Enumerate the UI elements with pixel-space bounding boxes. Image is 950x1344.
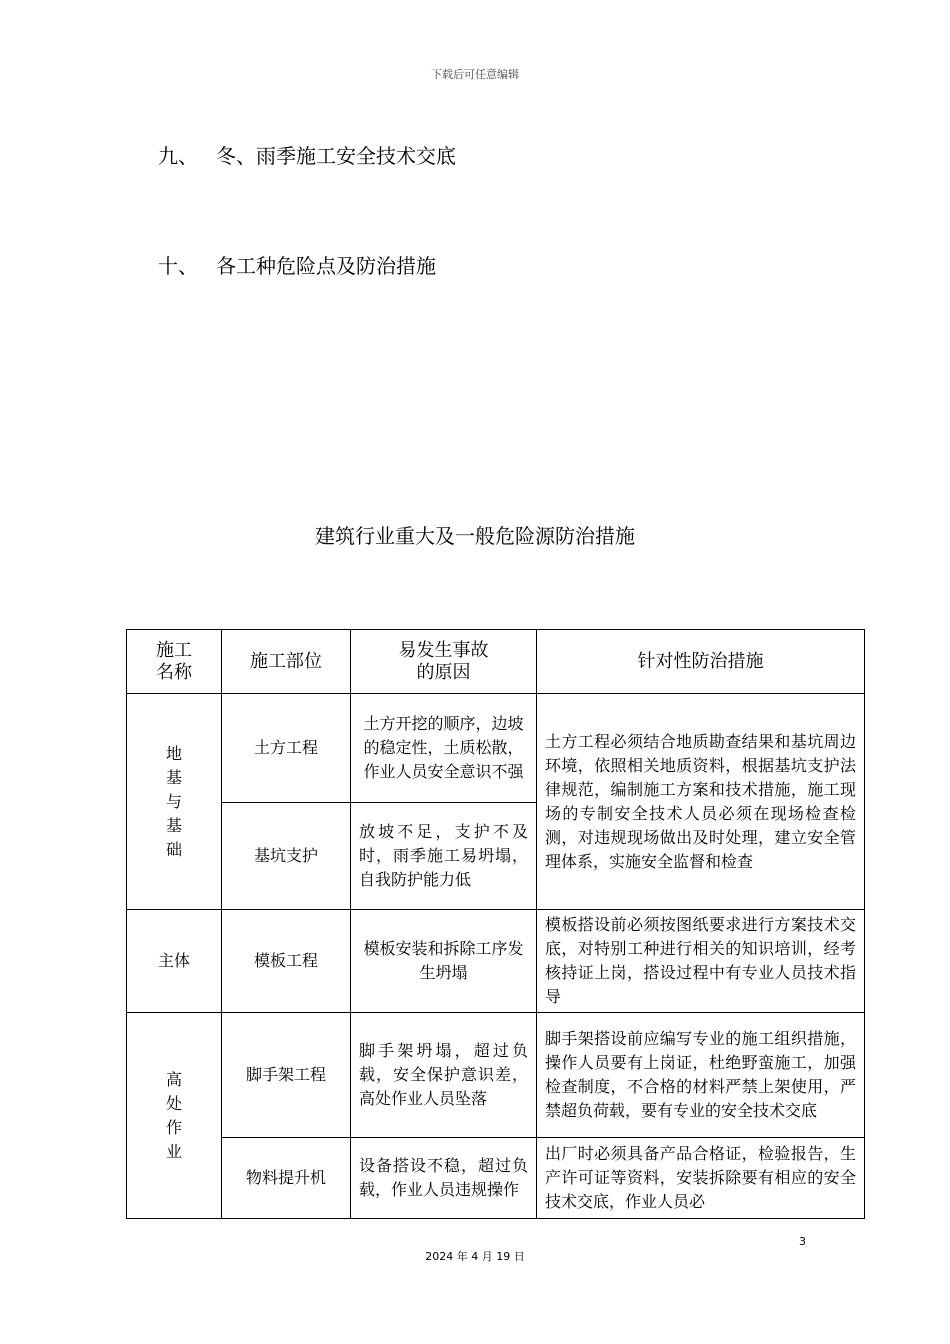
group-name-height-work <box>127 1013 222 1219</box>
page-number: 3 <box>799 1235 806 1248</box>
measure-cell: 土方工程必须结合地质勘查结果和基坑周边环境，依照相关地质资料，根据基坑支护法律规范，编制施工方案和技术措施，施工现场的专制安全技术人员必须在现场检查检测，对违规现场做出及时处理，建立安全管理体系，实施安全监督和检查 <box>537 694 865 910</box>
section-title: 冬、雨季施工安全技术交底 <box>216 144 456 168</box>
part-cell: 脚手架工程 <box>222 1013 351 1138</box>
measure-cell: 模板搭设前必须按图纸要求进行方案技术交底，对特别工种进行相关的知识培训，经考核持证上岗，搭设过程中有专业人员技术指导 <box>537 910 865 1013</box>
cause-cell: 土方开挖的顺序，边坡的稳定性，土质松散，作业人员安全意识不强 <box>351 694 537 803</box>
header-accident-cause <box>351 630 537 694</box>
table-row <box>127 694 865 803</box>
table-row <box>127 1013 865 1138</box>
cause-cell: 放坡不足，支护不及时，雨季施工易坍塌，自我防护能力低 <box>351 803 537 910</box>
part-cell: 基坑支护 <box>222 803 351 910</box>
section-heading-9 <box>158 140 456 169</box>
header-construction-name <box>127 630 222 694</box>
part-cell: 物料提升机 <box>222 1138 351 1219</box>
cause-cell: 设备搭设不稳，超过负载，作业人员违规操作 <box>351 1138 537 1219</box>
measure-cell: 出厂时必须具备产品合格证，检验报告，生产许可证等资料，安装拆除要有相应的安全技术交底，作业人员必 <box>537 1138 865 1219</box>
page-footer-date: 2024 年 4 月 19 日 <box>425 1250 525 1263</box>
group-char: 作 <box>165 1117 182 1137</box>
group-char: 与 <box>165 791 182 811</box>
group-char: 基 <box>165 815 182 835</box>
measure-cell: 脚手架搭设前应编写专业的施工组织措施，操作人员要有上岗证，杜绝野蛮施工，加强检查制度，不合格的材料严禁上架使用，严禁超负荷载，要有专业的安全技术交底 <box>537 1013 865 1138</box>
group-char: 业 <box>165 1141 182 1161</box>
section-heading-10 <box>158 250 436 279</box>
header-line: 的原因 <box>416 661 471 683</box>
table-row <box>127 1138 865 1219</box>
header-line: 易发生事故 <box>398 639 489 661</box>
group-name-foundation <box>127 694 222 910</box>
group-char: 地 <box>165 743 182 763</box>
section-title: 各工种危险点及防治措施 <box>216 254 436 278</box>
header-line: 施工 <box>156 639 192 661</box>
section-number: 十、 <box>158 254 198 278</box>
group-char: 处 <box>165 1093 182 1113</box>
table-title: 建筑行业重大及一般危险源防治措施 <box>315 524 635 548</box>
header-measures: 针对性防治措施 <box>537 630 865 694</box>
table-header-row <box>127 630 865 694</box>
header-line: 名称 <box>156 661 192 683</box>
part-cell: 模板工程 <box>222 910 351 1013</box>
group-char: 高 <box>165 1069 182 1089</box>
cause-cell: 脚手架坍塌，超过负载，安全保护意识差，高处作业人员坠落 <box>351 1013 537 1138</box>
part-cell: 土方工程 <box>222 694 351 803</box>
table-row <box>127 910 865 1013</box>
page-header: 下载后可任意编辑 <box>431 68 519 81</box>
group-char: 基 <box>165 767 182 787</box>
hazard-table <box>126 629 865 1219</box>
group-char: 础 <box>165 839 182 859</box>
section-number: 九、 <box>158 144 198 168</box>
cause-cell: 模板安装和拆除工序发生坍塌 <box>351 910 537 1013</box>
group-name-main-structure: 主体 <box>127 910 222 1013</box>
header-construction-part: 施工部位 <box>222 630 351 694</box>
